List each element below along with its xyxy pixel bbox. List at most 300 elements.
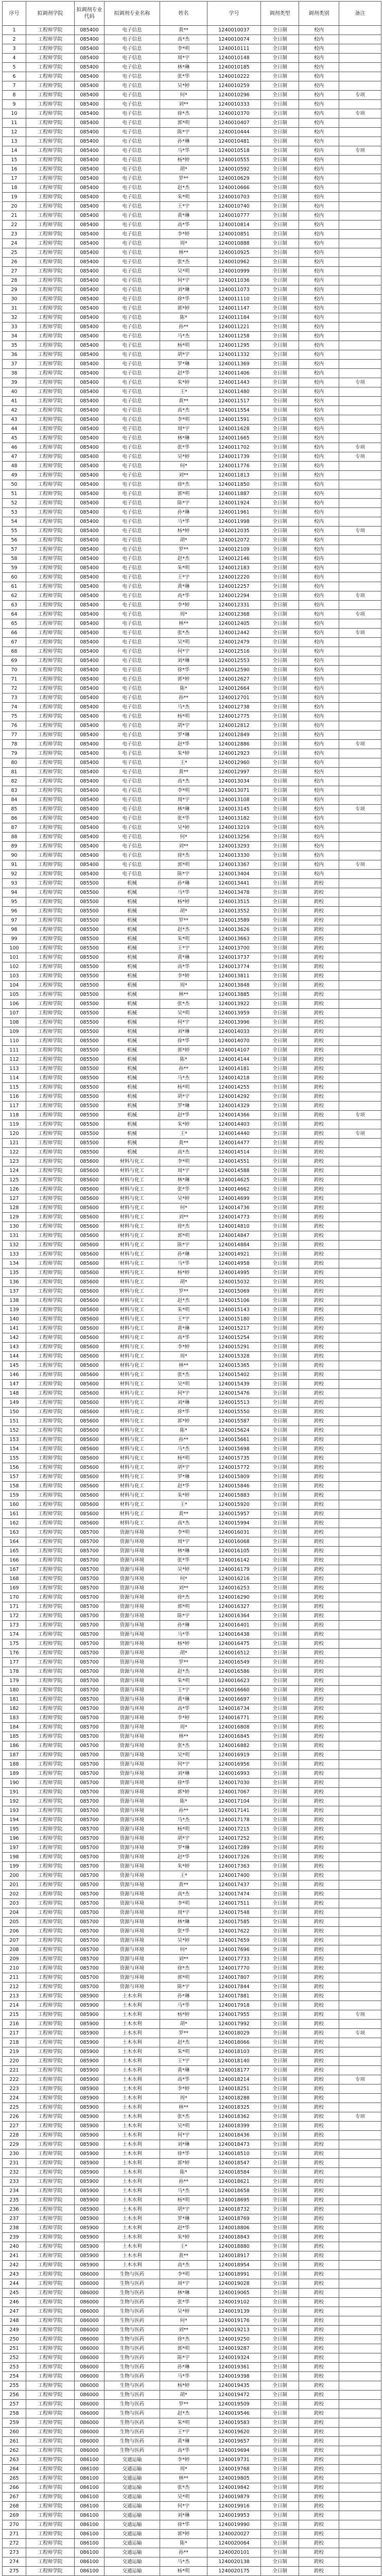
cell-major-name: 资源与环境 bbox=[105, 1918, 160, 1927]
table-row bbox=[3, 1222, 381, 1231]
cell-major-name: 电子信息 bbox=[105, 221, 160, 230]
cell-category: 跨校 bbox=[299, 2020, 339, 2029]
cell-major-code: 086000 bbox=[75, 2335, 105, 2344]
cell-note bbox=[339, 1139, 381, 1148]
cell-type: 全日制 bbox=[261, 1686, 299, 1695]
table-row bbox=[3, 183, 381, 193]
cell-index: 82 bbox=[3, 777, 26, 786]
cell-student-id: 1240013367 bbox=[207, 860, 261, 870]
cell-type: 全日制 bbox=[261, 313, 299, 323]
cell-student-id: 1240013996 bbox=[207, 1018, 261, 1027]
cell-student-id: 1240015661 bbox=[207, 1435, 261, 1445]
cell-college: 工程师学院 bbox=[26, 2251, 75, 2261]
table-row bbox=[3, 2233, 381, 2242]
cell-college: 工程师学院 bbox=[26, 360, 75, 369]
cell-student-id: 1240016068 bbox=[207, 1537, 261, 1547]
cell-note bbox=[339, 1092, 381, 1101]
table-row bbox=[3, 833, 381, 842]
cell-category: 跨校 bbox=[299, 1964, 339, 1973]
cell-name: 黄*琳 bbox=[160, 953, 207, 962]
cell-student-id: 1240017992 bbox=[207, 2020, 261, 2029]
cell-student-id: 1240016660 bbox=[207, 1686, 261, 1695]
cell-index: 161 bbox=[3, 1510, 26, 1519]
cell-college: 工程师学院 bbox=[26, 174, 75, 183]
cell-category: 跨校 bbox=[299, 1547, 339, 1556]
cell-index: 139 bbox=[3, 1306, 26, 1315]
cell-note bbox=[339, 1769, 381, 1778]
cell-student-id: 1240012035 bbox=[207, 527, 261, 536]
cell-type: 全日制 bbox=[261, 935, 299, 944]
cell-type: 全日制 bbox=[261, 109, 299, 118]
cell-college: 工程师学院 bbox=[26, 2075, 75, 2084]
cell-major-code: 085600 bbox=[75, 1176, 105, 1185]
cell-category: 跨校 bbox=[299, 1287, 339, 1296]
cell-major-code: 085700 bbox=[75, 1741, 105, 1751]
table-row bbox=[3, 1816, 381, 1825]
cell-index: 34 bbox=[3, 332, 26, 341]
cell-student-id: 1240011295 bbox=[207, 341, 261, 350]
cell-major-code: 085400 bbox=[75, 731, 105, 740]
cell-index: 107 bbox=[3, 1009, 26, 1018]
cell-note bbox=[339, 1982, 381, 1992]
cell-note bbox=[339, 2066, 381, 2075]
cell-name: 黄*琳 bbox=[160, 1324, 207, 1333]
cell-type: 全日制 bbox=[261, 2094, 299, 2103]
cell-type: 全日制 bbox=[261, 1185, 299, 1194]
table-row bbox=[3, 165, 381, 174]
cell-major-code: 085400 bbox=[75, 564, 105, 573]
cell-name: 高*杰 bbox=[160, 2261, 207, 2270]
cell-note bbox=[339, 1148, 381, 1157]
cell-index: 87 bbox=[3, 823, 26, 833]
cell-index: 181 bbox=[3, 1695, 26, 1704]
cell-category: 跨校 bbox=[299, 1899, 339, 1908]
cell-major-code: 085400 bbox=[75, 72, 105, 81]
cell-student-id: 1240013663 bbox=[207, 935, 261, 944]
cell-note bbox=[339, 26, 381, 35]
cell-category: 校内 bbox=[299, 823, 339, 833]
cell-type: 全日制 bbox=[261, 2187, 299, 2196]
cell-note bbox=[339, 2567, 381, 2576]
cell-type: 全日制 bbox=[261, 1324, 299, 1333]
cell-college: 工程师学院 bbox=[26, 1602, 75, 1612]
cell-student-id: 1240010185 bbox=[207, 63, 261, 72]
table-row bbox=[3, 2251, 381, 2261]
cell-student-id: 1240017511 bbox=[207, 1899, 261, 1908]
table-row bbox=[3, 1732, 381, 1741]
cell-college: 工程师学院 bbox=[26, 2038, 75, 2047]
cell-type: 全日制 bbox=[261, 415, 299, 425]
cell-major-code: 085700 bbox=[75, 1547, 105, 1556]
header-index: 序号 bbox=[3, 2, 26, 26]
cell-major-code: 085700 bbox=[75, 1686, 105, 1695]
cell-student-id: 1240010703 bbox=[207, 193, 261, 202]
cell-student-id: 1240018843 bbox=[207, 2233, 261, 2242]
cell-index: 9 bbox=[3, 100, 26, 109]
table-row bbox=[3, 2131, 381, 2140]
cell-major-code: 086100 bbox=[75, 2557, 105, 2567]
cell-index: 253 bbox=[3, 2363, 26, 2372]
cell-major-code: 085600 bbox=[75, 1510, 105, 1519]
table-row bbox=[3, 823, 381, 833]
cell-major-name: 资源与环境 bbox=[105, 1945, 160, 1955]
cell-major-code: 085400 bbox=[75, 202, 105, 211]
cell-major-code: 085400 bbox=[75, 517, 105, 527]
cell-college: 工程师学院 bbox=[26, 712, 75, 721]
cell-college: 工程师学院 bbox=[26, 1074, 75, 1083]
cell-category: 跨校 bbox=[299, 2530, 339, 2539]
cell-note bbox=[339, 1537, 381, 1547]
cell-category: 跨校 bbox=[299, 1491, 339, 1500]
cell-category: 跨校 bbox=[299, 2511, 339, 2520]
cell-category: 校内 bbox=[299, 202, 339, 211]
cell-type: 全日制 bbox=[261, 1398, 299, 1408]
cell-note bbox=[339, 81, 381, 91]
cell-student-id: 1240012109 bbox=[207, 545, 261, 554]
cell-note bbox=[339, 295, 381, 304]
cell-name: 孙*琳 bbox=[160, 1621, 207, 1630]
cell-name: 李*婷 bbox=[160, 2455, 207, 2465]
cell-student-id: 1240011591 bbox=[207, 415, 261, 425]
cell-college: 工程师学院 bbox=[26, 1009, 75, 1018]
table-row bbox=[3, 675, 381, 684]
cell-index: 155 bbox=[3, 1454, 26, 1463]
cell-major-code: 085400 bbox=[75, 452, 105, 462]
cell-name: 高*华 bbox=[160, 591, 207, 601]
cell-category: 校内 bbox=[299, 341, 339, 350]
cell-major-code: 085400 bbox=[75, 860, 105, 870]
cell-note: 专项 bbox=[339, 740, 381, 749]
cell-name: 吴*明 bbox=[160, 267, 207, 276]
table-row bbox=[3, 295, 381, 304]
cell-type: 全日制 bbox=[261, 712, 299, 721]
cell-name: 朱*婷 bbox=[160, 1120, 207, 1129]
cell-name: 张*杰 bbox=[160, 258, 207, 267]
cell-college: 工程师学院 bbox=[26, 425, 75, 434]
cell-major-name: 资源与环境 bbox=[105, 1936, 160, 1945]
cell-college: 工程师学院 bbox=[26, 666, 75, 675]
cell-name: 高*华 bbox=[160, 1704, 207, 1714]
table-row bbox=[3, 1306, 381, 1315]
cell-category: 跨校 bbox=[299, 999, 339, 1009]
cell-major-name: 土木水利 bbox=[105, 2159, 160, 2168]
cell-student-id: 1240014329 bbox=[207, 1101, 261, 1111]
cell-name: 胡*宇 bbox=[160, 1092, 207, 1101]
cell-category: 跨校 bbox=[299, 2548, 339, 2557]
cell-category: 跨校 bbox=[299, 1769, 339, 1778]
cell-student-id: 1240012812 bbox=[207, 721, 261, 731]
cell-category: 跨校 bbox=[299, 1046, 339, 1055]
cell-index: 128 bbox=[3, 1204, 26, 1213]
cell-type: 全日制 bbox=[261, 2437, 299, 2446]
cell-student-id: 1240010259 bbox=[207, 81, 261, 91]
cell-index: 170 bbox=[3, 1593, 26, 1602]
cell-index: 23 bbox=[3, 230, 26, 239]
cell-major-code: 085700 bbox=[75, 1769, 105, 1778]
cell-student-id: 1240010074 bbox=[207, 35, 261, 44]
cell-index: 51 bbox=[3, 489, 26, 499]
table-row bbox=[3, 647, 381, 656]
table-row bbox=[3, 2335, 381, 2344]
cell-major-name: 材料与化工 bbox=[105, 1157, 160, 1166]
cell-major-code: 085400 bbox=[75, 350, 105, 360]
cell-student-id: 1240012664 bbox=[207, 684, 261, 693]
cell-major-code: 086000 bbox=[75, 2391, 105, 2400]
cell-major-name: 资源与环境 bbox=[105, 1602, 160, 1612]
cell-major-code: 085700 bbox=[75, 1834, 105, 1843]
table-row bbox=[3, 415, 381, 425]
cell-type: 全日制 bbox=[261, 582, 299, 591]
table-row bbox=[3, 981, 381, 990]
cell-category: 跨校 bbox=[299, 2094, 339, 2103]
cell-name: 刘** bbox=[160, 1584, 207, 1593]
cell-index: 60 bbox=[3, 573, 26, 582]
table-row bbox=[3, 1148, 381, 1157]
cell-major-code: 086000 bbox=[75, 2409, 105, 2418]
cell-category: 跨校 bbox=[299, 1213, 339, 1222]
cell-major-name: 生物与医药 bbox=[105, 2409, 160, 2418]
cell-major-code: 085700 bbox=[75, 1871, 105, 1880]
cell-major-name: 资源与环境 bbox=[105, 1704, 160, 1714]
cell-category: 校内 bbox=[299, 406, 339, 415]
cell-student-id: 1240010333 bbox=[207, 100, 261, 109]
cell-name: 林*琳 bbox=[160, 434, 207, 443]
cell-student-id: 1240014181 bbox=[207, 1064, 261, 1074]
cell-category: 跨校 bbox=[299, 1435, 339, 1445]
cell-major-code: 085500 bbox=[75, 1092, 105, 1101]
cell-major-code: 085500 bbox=[75, 1055, 105, 1064]
table-row bbox=[3, 1296, 381, 1306]
cell-name: 郭*明 bbox=[160, 118, 207, 128]
cell-college: 工程师学院 bbox=[26, 953, 75, 962]
table-row bbox=[3, 1361, 381, 1370]
cell-major-name: 材料与化工 bbox=[105, 1315, 160, 1324]
cell-note bbox=[339, 397, 381, 406]
cell-category: 跨校 bbox=[299, 1778, 339, 1788]
table-row bbox=[3, 91, 381, 100]
cell-index: 142 bbox=[3, 1333, 26, 1343]
cell-college: 工程师学院 bbox=[26, 2353, 75, 2363]
cell-type: 全日制 bbox=[261, 2409, 299, 2418]
table-row bbox=[3, 907, 381, 916]
table-row bbox=[3, 480, 381, 489]
cell-category: 跨校 bbox=[299, 2539, 339, 2548]
cell-major-name: 电子信息 bbox=[105, 118, 160, 128]
cell-index: 158 bbox=[3, 1482, 26, 1491]
table-row bbox=[3, 2363, 381, 2372]
cell-major-code: 085500 bbox=[75, 1074, 105, 1083]
cell-category: 跨校 bbox=[299, 1723, 339, 1732]
cell-student-id: 1240013626 bbox=[207, 925, 261, 935]
cell-student-id: 1240012146 bbox=[207, 554, 261, 564]
cell-major-code: 085900 bbox=[75, 2159, 105, 2168]
cell-major-name: 资源与环境 bbox=[105, 1871, 160, 1880]
table-row bbox=[3, 2511, 381, 2520]
cell-category: 跨校 bbox=[299, 1927, 339, 1936]
cell-college: 工程师学院 bbox=[26, 833, 75, 842]
cell-category: 跨校 bbox=[299, 1936, 339, 1945]
cell-major-name: 电子信息 bbox=[105, 870, 160, 879]
cell-name: 朱*婷 bbox=[160, 1491, 207, 1500]
table-row bbox=[3, 619, 381, 629]
cell-name: 高*华 bbox=[160, 221, 207, 230]
cell-major-code: 085600 bbox=[75, 1445, 105, 1454]
table-row bbox=[3, 2455, 381, 2465]
cell-note bbox=[339, 1741, 381, 1751]
cell-category: 校内 bbox=[299, 805, 339, 814]
cell-category: 校内 bbox=[299, 44, 339, 54]
cell-name: 赵*杰 bbox=[160, 2038, 207, 2047]
cell-college: 工程师学院 bbox=[26, 1139, 75, 1148]
cell-name: 郭*婷 bbox=[160, 1417, 207, 1426]
cell-category: 跨校 bbox=[299, 1139, 339, 1148]
table-row bbox=[3, 1528, 381, 1537]
cell-note bbox=[339, 1547, 381, 1556]
cell-name: 杨*明 bbox=[160, 1825, 207, 1834]
cell-major-name: 电子信息 bbox=[105, 508, 160, 517]
header-student-id: 学号 bbox=[207, 2, 261, 26]
cell-type: 全日制 bbox=[261, 749, 299, 758]
cell-category: 校内 bbox=[299, 471, 339, 480]
table-row bbox=[3, 1519, 381, 1528]
cell-index: 173 bbox=[3, 1621, 26, 1630]
cell-college: 工程师学院 bbox=[26, 1843, 75, 1853]
cell-index: 96 bbox=[3, 907, 26, 916]
cell-major-name: 电子信息 bbox=[105, 749, 160, 758]
cell-college: 工程师学院 bbox=[26, 156, 75, 165]
cell-category: 跨校 bbox=[299, 1500, 339, 1510]
table-row bbox=[3, 1630, 381, 1639]
cell-major-name: 土木水利 bbox=[105, 2233, 160, 2242]
cell-name: 李*婷 bbox=[160, 2084, 207, 2094]
cell-index: 193 bbox=[3, 1806, 26, 1816]
cell-index: 224 bbox=[3, 2094, 26, 2103]
cell-student-id: 1240019509 bbox=[207, 2400, 261, 2409]
table-row bbox=[3, 2493, 381, 2502]
table-row bbox=[3, 2196, 381, 2205]
cell-index: 133 bbox=[3, 1250, 26, 1259]
cell-major-code: 085700 bbox=[75, 1630, 105, 1639]
cell-major-code: 086000 bbox=[75, 2437, 105, 2446]
cell-major-name: 材料与化工 bbox=[105, 1361, 160, 1370]
cell-note bbox=[339, 165, 381, 174]
cell-index: 274 bbox=[3, 2557, 26, 2567]
table-row bbox=[3, 795, 381, 805]
cell-college: 工程师学院 bbox=[26, 1250, 75, 1259]
cell-index: 91 bbox=[3, 860, 26, 870]
cell-note bbox=[339, 2530, 381, 2539]
cell-index: 168 bbox=[3, 1574, 26, 1584]
table-row bbox=[3, 2066, 381, 2075]
table-row bbox=[3, 2140, 381, 2149]
cell-note bbox=[339, 508, 381, 517]
cell-student-id: 1240015254 bbox=[207, 1333, 261, 1343]
cell-major-code: 085700 bbox=[75, 1704, 105, 1714]
cell-index: 214 bbox=[3, 2001, 26, 2010]
cell-college: 工程师学院 bbox=[26, 601, 75, 610]
cell-name: 吴*明 bbox=[160, 1009, 207, 1018]
cell-note bbox=[339, 2047, 381, 2057]
cell-category: 校内 bbox=[299, 610, 339, 619]
cell-college: 工程师学院 bbox=[26, 2298, 75, 2307]
cell-category: 跨校 bbox=[299, 2316, 339, 2326]
cell-college: 工程师学院 bbox=[26, 2511, 75, 2520]
cell-college: 工程师学院 bbox=[26, 2474, 75, 2483]
cell-name: 林** bbox=[160, 619, 207, 629]
cell-major-code: 085400 bbox=[75, 248, 105, 258]
cell-student-id: 1240010148 bbox=[207, 54, 261, 63]
cell-category: 跨校 bbox=[299, 1797, 339, 1806]
table-row bbox=[3, 1649, 381, 1658]
cell-note bbox=[339, 1204, 381, 1213]
cell-category: 跨校 bbox=[299, 1565, 339, 1574]
cell-student-id: 1240013071 bbox=[207, 786, 261, 795]
table-row bbox=[3, 378, 381, 387]
cell-type: 全日制 bbox=[261, 1510, 299, 1519]
cell-index: 187 bbox=[3, 1751, 26, 1760]
cell-student-id: 1240015143 bbox=[207, 1306, 261, 1315]
table-row bbox=[3, 786, 381, 795]
cell-note bbox=[339, 1064, 381, 1074]
cell-major-code: 085400 bbox=[75, 63, 105, 72]
cell-name: 高*杰 bbox=[160, 1519, 207, 1528]
header-major-name: 拟调剂专业名称 bbox=[105, 2, 160, 26]
cell-name: 陈*宇 bbox=[160, 1241, 207, 1250]
table-row bbox=[3, 44, 381, 54]
cell-category: 跨校 bbox=[299, 2483, 339, 2493]
cell-category: 跨校 bbox=[299, 897, 339, 907]
table-row bbox=[3, 1101, 381, 1111]
cell-index: 41 bbox=[3, 397, 26, 406]
cell-major-name: 电子信息 bbox=[105, 860, 160, 870]
cell-note bbox=[339, 434, 381, 443]
cell-major-code: 085400 bbox=[75, 554, 105, 564]
cell-college: 工程师学院 bbox=[26, 1574, 75, 1584]
cell-major-name: 电子信息 bbox=[105, 554, 160, 564]
cell-category: 跨校 bbox=[299, 2001, 339, 2010]
cell-name: 徐*华 bbox=[160, 295, 207, 304]
cell-index: 213 bbox=[3, 1992, 26, 2001]
cell-note bbox=[339, 1157, 381, 1166]
cell-name: 黄** bbox=[160, 1880, 207, 1890]
cell-student-id: 1240010629 bbox=[207, 174, 261, 183]
cell-name: 王* bbox=[160, 1500, 207, 1510]
table-row bbox=[3, 1741, 381, 1751]
cell-category: 跨校 bbox=[299, 2446, 339, 2455]
cell-category: 校内 bbox=[299, 323, 339, 332]
cell-category: 跨校 bbox=[299, 1333, 339, 1343]
cell-major-name: 资源与环境 bbox=[105, 1788, 160, 1797]
cell-type: 全日制 bbox=[261, 842, 299, 851]
cell-category: 校内 bbox=[299, 629, 339, 638]
cell-category: 跨校 bbox=[299, 1973, 339, 1982]
cell-major-code: 085900 bbox=[75, 2094, 105, 2103]
cell-student-id: 1240012553 bbox=[207, 656, 261, 666]
cell-college: 工程师学院 bbox=[26, 517, 75, 527]
cell-major-code: 085400 bbox=[75, 100, 105, 109]
cell-major-name: 资源与环境 bbox=[105, 1955, 160, 1964]
cell-note bbox=[339, 675, 381, 684]
cell-major-code: 086000 bbox=[75, 2289, 105, 2298]
cell-index: 234 bbox=[3, 2187, 26, 2196]
cell-category: 跨校 bbox=[299, 1083, 339, 1092]
table-row bbox=[3, 1788, 381, 1797]
cell-category: 跨校 bbox=[299, 1426, 339, 1435]
cell-major-code: 085700 bbox=[75, 1945, 105, 1955]
cell-category: 跨校 bbox=[299, 1834, 339, 1843]
cell-major-code: 085400 bbox=[75, 91, 105, 100]
cell-category: 跨校 bbox=[299, 1760, 339, 1769]
